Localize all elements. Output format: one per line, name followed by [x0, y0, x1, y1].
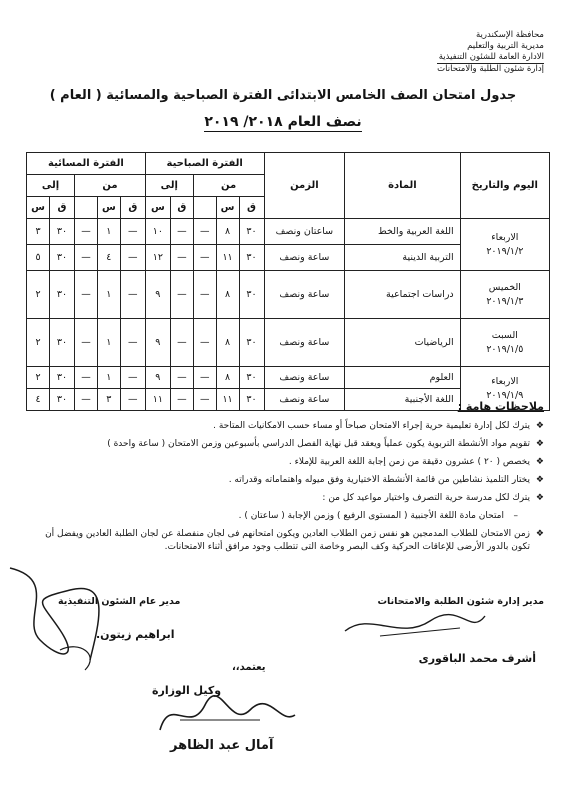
morning-to-minutes: — [170, 389, 193, 411]
bullet-icon: ❖ [535, 421, 544, 431]
morning-to-hours: ١٠ [145, 219, 170, 245]
day-date: ٢٠١٩/١/٥ [486, 343, 524, 355]
morning-from-hours: ١١ [216, 389, 239, 411]
table-row [27, 367, 550, 389]
evening-to-minutes: ٣٠ [49, 219, 74, 245]
col-header-unit-h: س [145, 197, 170, 219]
morning-from-minutes: ٣٠ [239, 245, 264, 271]
signature-left-name: ابراهيم زيتون. [96, 628, 175, 641]
duration-cell: ساعتان ونصف [264, 219, 345, 245]
subject-cell: اللغة الأجنبية [345, 389, 460, 411]
header-line-department: إدارة شئون الطلبة والامتحانات [437, 64, 544, 74]
col-header-unit-m: ق [170, 197, 193, 219]
subject-cell: العلوم [345, 367, 460, 389]
table-row [27, 271, 550, 319]
evening-from-hours: ١ [97, 367, 120, 389]
evening-to-hours: ٢ [27, 319, 50, 367]
morning-from-minutes: ٣٠ [239, 219, 264, 245]
note-text: يخصص ( ٢٠ ) عشرون دقيقة من زمن إجابة اللغة العربية للإملاء . [288, 457, 530, 467]
handwritten-signature-right [340, 606, 490, 646]
bullet-icon: ❖ [535, 529, 544, 539]
note-item [24, 420, 544, 433]
exam-schedule-table [26, 152, 550, 411]
day-date: ٢٠١٩/١/٣ [486, 295, 524, 307]
evening-from-minutes: — [120, 271, 145, 319]
col-header-unit-m: ق [49, 197, 74, 219]
note-item [24, 438, 544, 451]
morning-separator: — [193, 367, 216, 389]
morning-to-minutes: — [170, 319, 193, 367]
morning-to-minutes: — [170, 245, 193, 271]
morning-from-hours: ١١ [216, 245, 239, 271]
morning-from-minutes: ٣٠ [239, 271, 264, 319]
morning-separator: — [193, 319, 216, 367]
morning-from-hours: ٨ [216, 319, 239, 367]
subject-cell: اللغة العربية والخط [345, 219, 460, 245]
signature-left-title: مدير عام الشئون التنفيذية [58, 596, 181, 607]
col-header-morning-from: من [193, 175, 264, 197]
evening-from-minutes: — [120, 367, 145, 389]
col-header-unit-m: ق [239, 197, 264, 219]
col-header-morning-to: إلى [145, 175, 193, 197]
morning-to-hours: ٩ [145, 367, 170, 389]
morning-separator: — [193, 389, 216, 411]
morning-from-minutes: ٣٠ [239, 389, 264, 411]
col-header-unit-m: ق [120, 197, 145, 219]
table-row [27, 319, 550, 367]
note-subitem [24, 510, 544, 523]
evening-to-minutes: ٣٠ [49, 245, 74, 271]
evening-separator: — [75, 389, 98, 411]
subtitle-text: نصف العام ٢٠١٨/ ٢٠١٩ [204, 114, 362, 130]
note-text: يختار التلميذ نشاطين من قائمة الأنشطة الاختيارية وفق ميوله واهتماماته وقدراته . [228, 475, 530, 485]
day-name: الاربعاء [491, 375, 519, 387]
col-header-evening: الفترة المسائية [27, 153, 146, 175]
evening-from-minutes: — [120, 245, 145, 271]
morning-to-minutes: — [170, 367, 193, 389]
col-header-unit-blank [75, 197, 98, 219]
day-date-cell [460, 319, 549, 367]
day-name: الخميس [488, 281, 521, 293]
morning-to-minutes: — [170, 271, 193, 319]
dash-icon: – [513, 511, 518, 521]
subject-cell: دراسات اجتماعية [345, 271, 460, 319]
note-text: امتحان مادة اللغة الأجنبية ( المستوى الرفيع ) وزمن الإجابة ( ساعتان ) . [238, 511, 504, 521]
note-text: يترك لكل إدارة تعليمية حرية إجراء الامتحان صباحاً أو مساء حسب الامكانيات المتاحة . [213, 421, 530, 431]
bullet-icon: ❖ [535, 457, 544, 467]
col-header-unit-h: س [97, 197, 120, 219]
day-date-cell [460, 219, 549, 271]
evening-from-hours: ١ [97, 319, 120, 367]
duration-cell: ساعة ونصف [264, 319, 345, 367]
evening-from-hours: ١ [97, 219, 120, 245]
evening-to-hours: ٥ [27, 245, 50, 271]
note-text: زمن الامتحان للطلاب المدمجين هو نفس زمن الطلاب العادين ويكون امتحانهم فى لجان منفصلة عن لجان الطلبة العادين ويفضل أن تكون بالدور الأرضى للإعاقات الحركية وكف البصر وخاصة التى تتطلب وجود مرافق أثناء الامتحانات. [45, 529, 530, 552]
evening-from-minutes: — [120, 389, 145, 411]
evening-separator: — [75, 245, 98, 271]
evening-to-minutes: ٣٠ [49, 271, 74, 319]
morning-from-hours: ٨ [216, 367, 239, 389]
approval-label: يعتمد،، [232, 662, 266, 673]
evening-from-hours: ١ [97, 271, 120, 319]
note-item [24, 456, 544, 469]
evening-separator: — [75, 367, 98, 389]
note-text: يترك لكل مدرسة حرية التصرف واختيار مواعيد كل من : [322, 493, 530, 503]
evening-to-hours: ٣ [27, 219, 50, 245]
morning-separator: — [193, 219, 216, 245]
deputy-title: وكيل الوزارة [152, 684, 222, 697]
evening-to-hours: ٢ [27, 367, 50, 389]
document-subtitle [0, 114, 566, 130]
notes-list [24, 420, 544, 559]
morning-separator: — [193, 271, 216, 319]
day-name: السبت [491, 329, 518, 341]
day-date: ٢٠١٩/١/٩ [486, 389, 524, 401]
subject-cell: التربية الدينية [345, 245, 460, 271]
table-row [27, 219, 550, 245]
evening-separator: — [75, 271, 98, 319]
col-header-day-date: اليوم والتاريخ [460, 153, 549, 219]
deputy-name: آمال عبد الظاهر [170, 738, 274, 753]
duration-cell: ساعة ونصف [264, 245, 345, 271]
evening-from-hours: ٤ [97, 245, 120, 271]
note-item [24, 528, 544, 554]
duration-cell: ساعة ونصف [264, 271, 345, 319]
evening-from-hours: ٣ [97, 389, 120, 411]
evening-to-minutes: ٣٠ [49, 367, 74, 389]
col-header-unit-blank [193, 197, 216, 219]
morning-to-hours: ٩ [145, 319, 170, 367]
day-date-cell [460, 271, 549, 319]
header-line-governorate: محافظة الإسكندرية [475, 30, 544, 40]
subject-cell: الرياضيات [345, 319, 460, 367]
evening-to-minutes: ٣٠ [49, 389, 74, 411]
evening-separator: — [75, 219, 98, 245]
morning-separator: — [193, 245, 216, 271]
col-header-duration: الزمن [264, 153, 345, 219]
day-name: الاربعاء [491, 231, 519, 243]
handwritten-signature-left [0, 560, 120, 680]
notes-title: ملاحظات هامة : [457, 400, 544, 413]
note-item [24, 492, 544, 505]
document-title: جدول امتحان الصف الخامس الابتدائى الفترة الصباحية والمسائية ( العام ) [49, 88, 517, 103]
morning-from-minutes: ٣٠ [239, 367, 264, 389]
evening-to-hours: ٤ [27, 389, 50, 411]
morning-to-minutes: — [170, 219, 193, 245]
note-item [24, 474, 544, 487]
col-header-evening-from: من [75, 175, 146, 197]
col-header-evening-to: إلى [27, 175, 75, 197]
bullet-icon: ❖ [535, 475, 544, 485]
header-line-admin: الادارة العامة للشئون التنفيذية [438, 52, 544, 62]
morning-from-hours: ٨ [216, 271, 239, 319]
evening-from-minutes: — [120, 219, 145, 245]
signature-right-title: مدير إدارة شئون الطلبة والامتحانات [377, 596, 544, 607]
issuer-header [374, 30, 544, 75]
evening-to-minutes: ٣٠ [49, 319, 74, 367]
handwritten-signature-deputy [150, 690, 300, 740]
col-header-unit-h: س [27, 197, 50, 219]
morning-to-hours: ٩ [145, 271, 170, 319]
signature-right-name: أشرف محمد الباقورى [418, 652, 536, 665]
evening-to-hours: ٢ [27, 271, 50, 319]
morning-from-hours: ٨ [216, 219, 239, 245]
header-line-directorate: مديرية التربية والتعليم [467, 41, 544, 51]
duration-cell: ساعة ونصف [264, 389, 345, 411]
morning-from-minutes: ٣٠ [239, 319, 264, 367]
morning-to-hours: ١٢ [145, 245, 170, 271]
day-date: ٢٠١٩/١/٢ [486, 245, 524, 257]
evening-from-minutes: — [120, 319, 145, 367]
evening-separator: — [75, 319, 98, 367]
duration-cell: ساعة ونصف [264, 367, 345, 389]
bullet-icon: ❖ [535, 439, 544, 449]
col-header-morning: الفترة الصباحية [145, 153, 264, 175]
col-header-unit-h: س [216, 197, 239, 219]
morning-to-hours: ١١ [145, 389, 170, 411]
col-header-subject: المادة [345, 153, 460, 219]
bullet-icon: ❖ [535, 493, 544, 503]
note-text: تقويم مواد الأنشطة التربوية يكون عملياً ويعقد قبل نهاية الفصل الدراسي بأسبوعين وزمن الامتحان ( ساعة واحدة ) [107, 439, 530, 449]
